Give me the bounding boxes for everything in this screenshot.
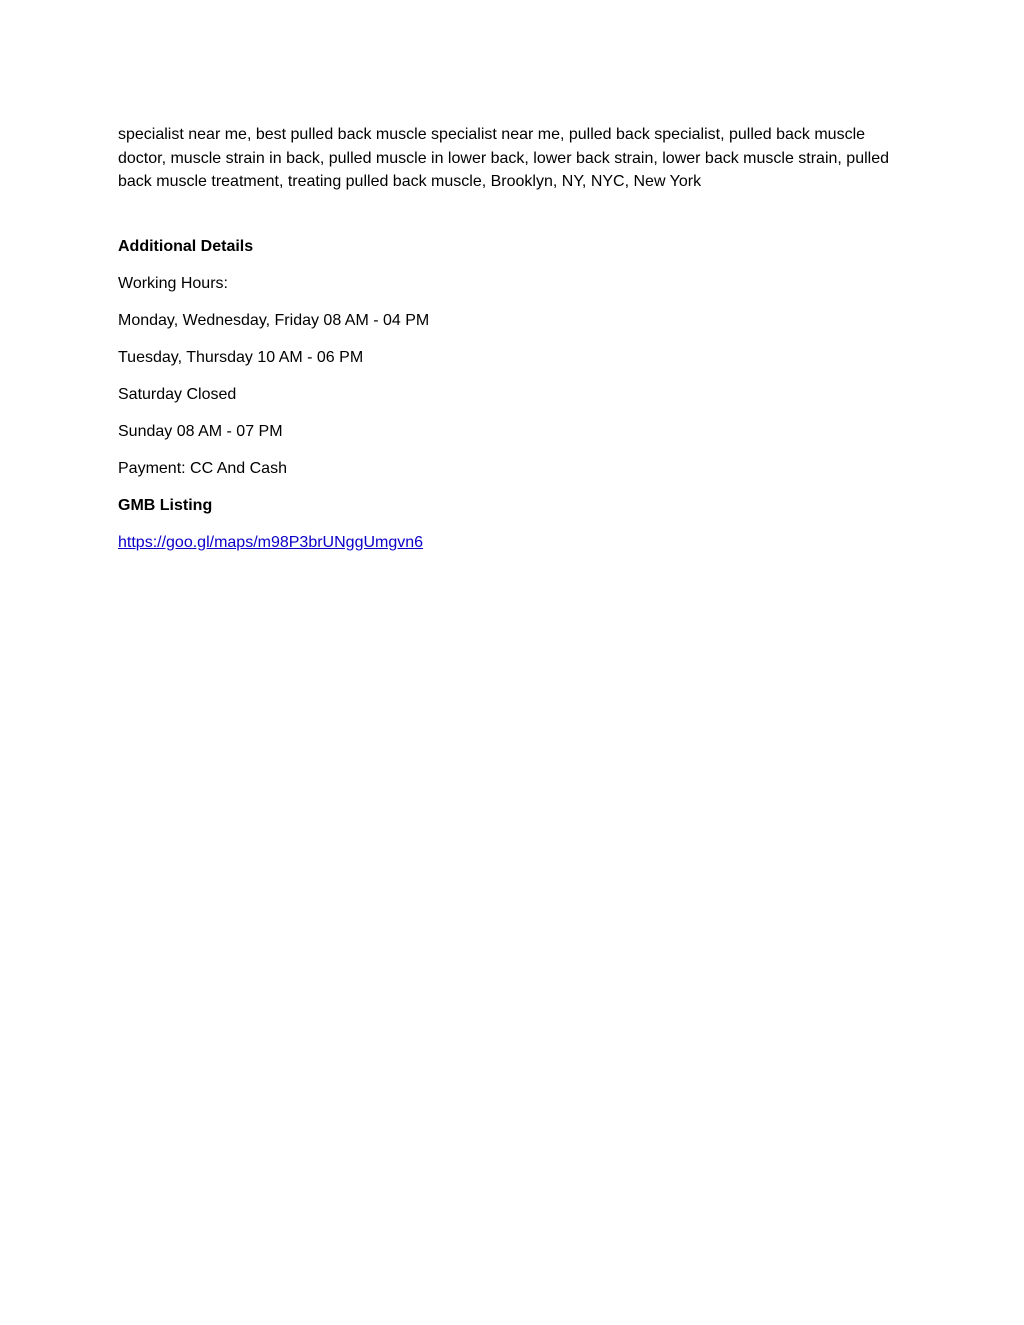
payment-line: Payment: CC And Cash <box>118 459 287 477</box>
gmb-listing-heading: GMB Listing <box>118 496 213 514</box>
gmb-link-paragraph <box>118 532 908 554</box>
hours-line: Monday, Wednesday, Friday 08 AM - 04 PM <box>118 311 430 329</box>
additional-details-heading: Additional Details <box>118 237 254 255</box>
keywords-paragraph: specialist near me, best pulled back muscle specialist near me, pulled back specialist, pulled back muscle doctor, muscle strain in back, pulled muscle in lower back, lower back strain, lower back muscle strain, pulled back muscle treatment, treating pulled back muscle, Brooklyn, NY, NYC, New York <box>118 126 889 190</box>
document-page <box>118 123 908 554</box>
hours-line: Tuesday, Thursday 10 AM - 06 PM <box>118 348 364 366</box>
gmb-listing-link[interactable]: https://goo.gl/maps/m98P3brUNggUmgvn6 <box>118 533 424 551</box>
hours-line: Sunday 08 AM - 07 PM <box>118 422 283 440</box>
working-hours-label: Working Hours: <box>118 274 228 292</box>
hours-line: Saturday Closed <box>118 385 237 403</box>
